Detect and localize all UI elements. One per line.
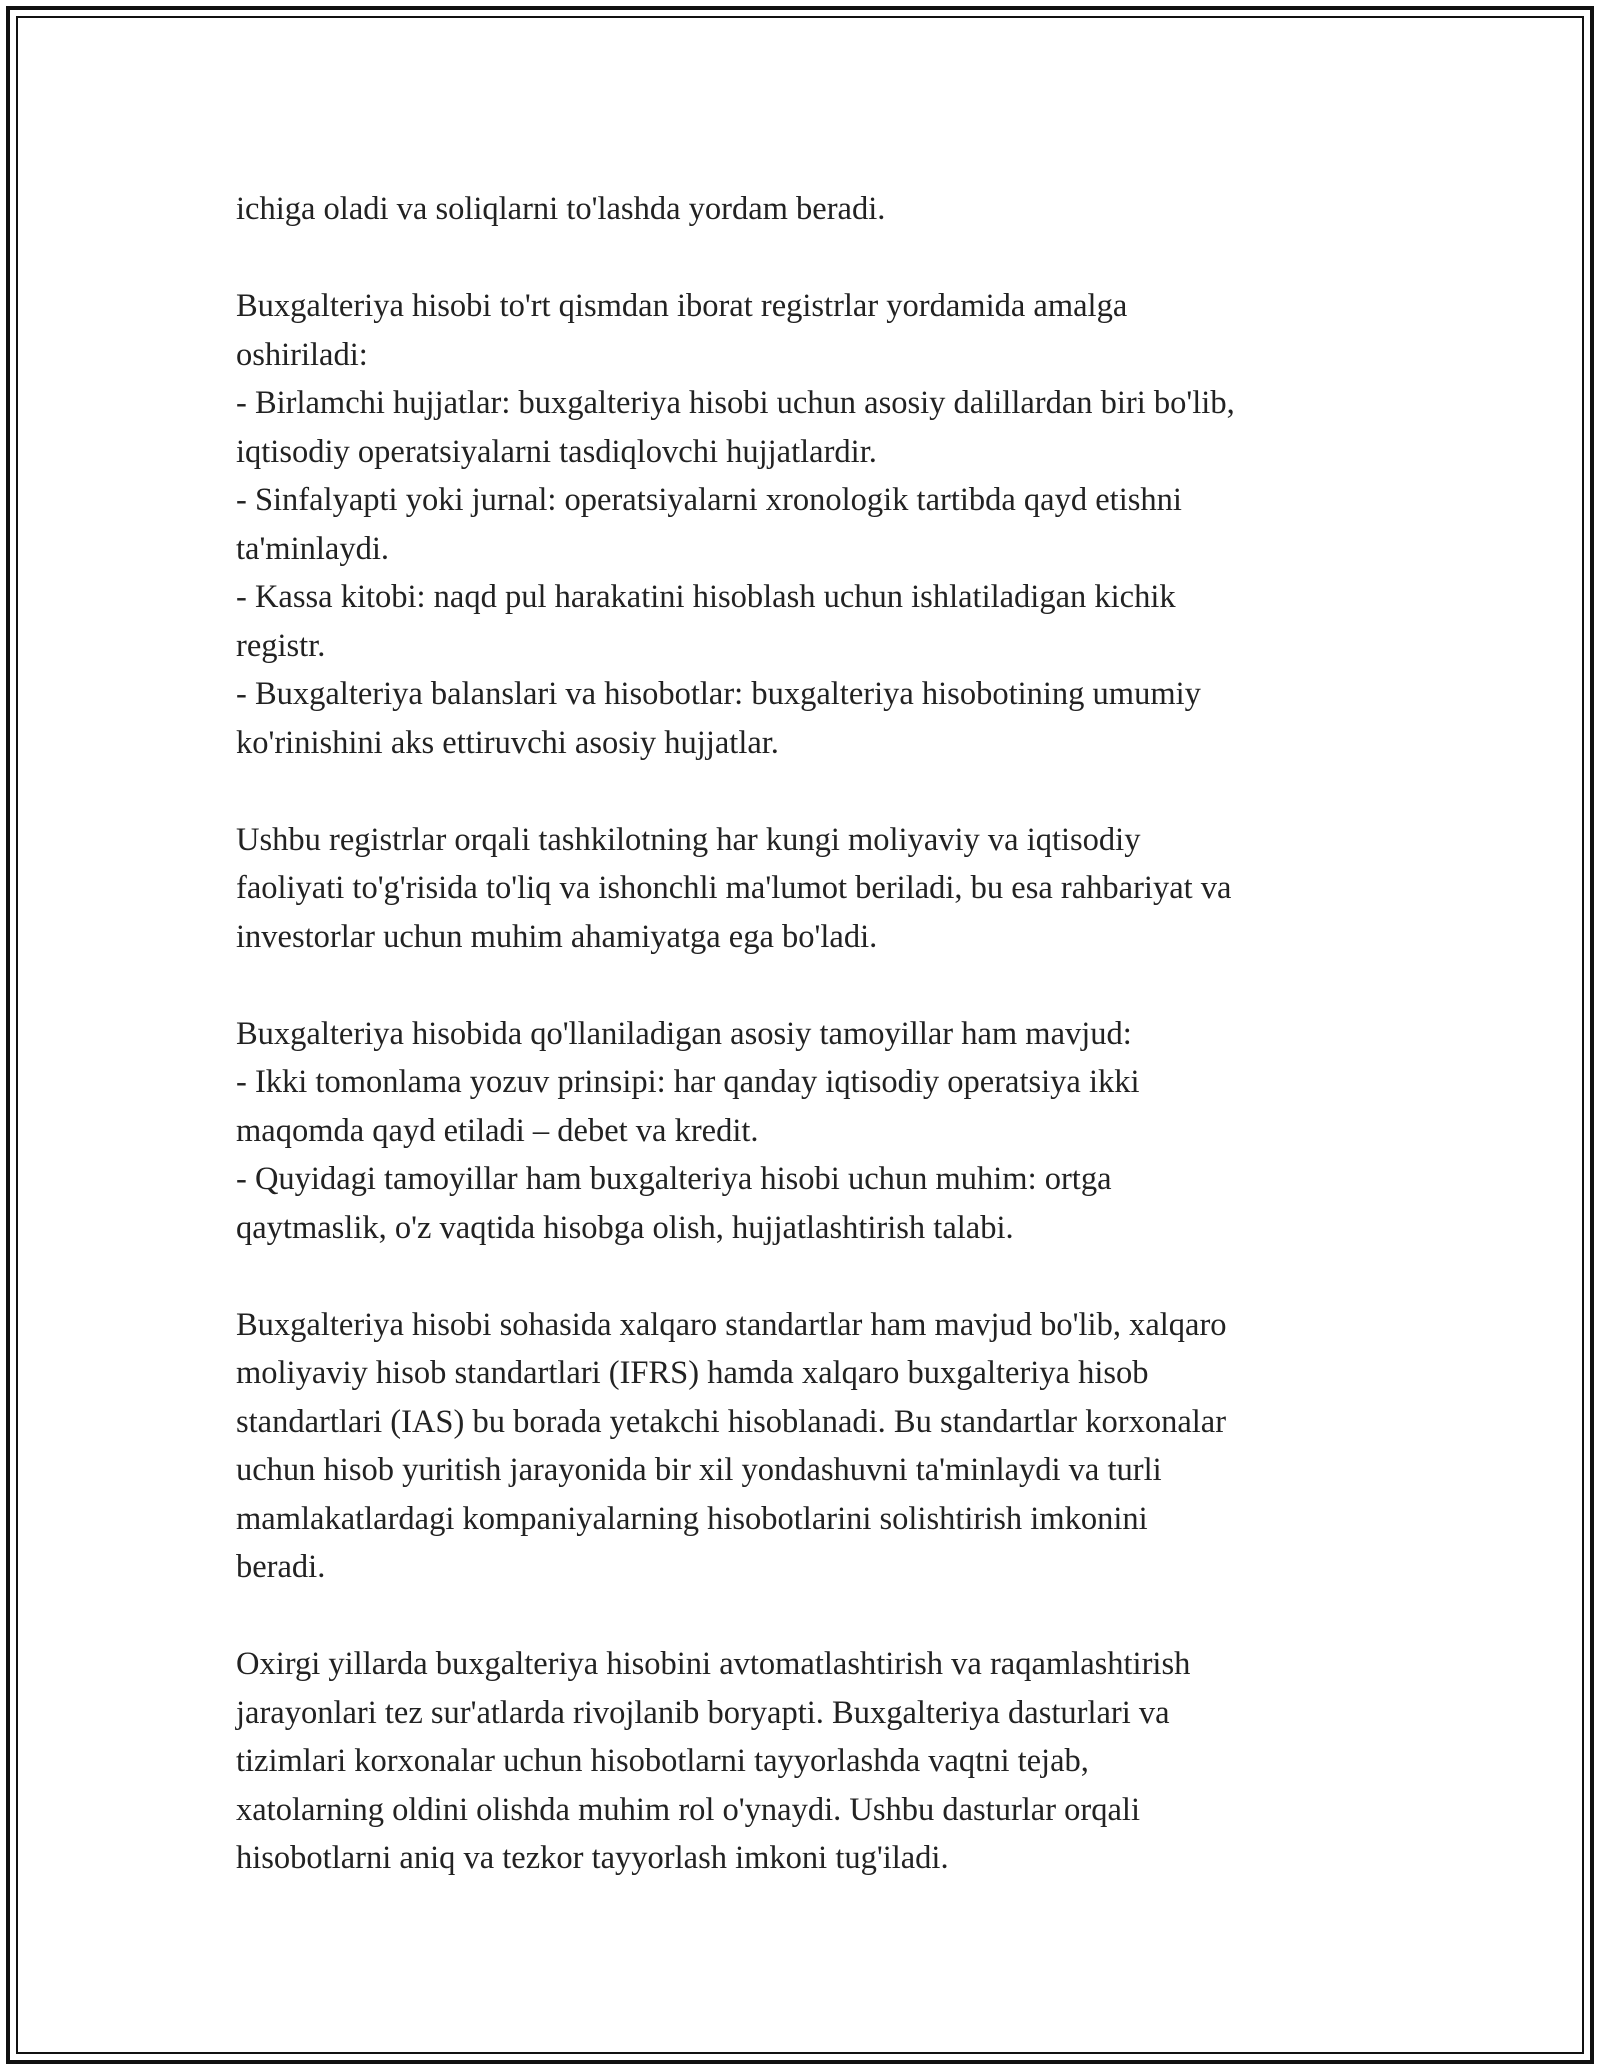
text-line: ko'rinishini aks ettiruvchi asosiy hujjatlar. <box>236 724 779 761</box>
text-line: tizimlari korxonalar uchun hisobotlarni tayyorlashda vaqtni tejab, <box>236 1743 1089 1779</box>
text-line: Buxgalteriya hisobida qo'llaniladigan asosiy tamoyillar ham mavjud: <box>236 1015 1132 1052</box>
text-line: hisobotlarni aniq va tezkor tayyorlash imkoni tug'iladi. <box>236 1840 949 1876</box>
text-line: investorlar uchun muhim ahamiyatga ega bo'ladi. <box>236 918 878 955</box>
text-line: Oxirgi yillarda buxgalteriya hisobini avtomatlashtirish va raqamlashtirish <box>236 1646 1191 1682</box>
text-line: - Kassa kitobi: naqd pul harakatini hisoblash uchun ishlatiladigan kichik <box>236 579 1176 615</box>
text-line: uchun hisob yuritish jarayonida bir xil yondashuvni ta'minlaydi va turli <box>236 1452 1162 1488</box>
text-line: faoliyati to'g'risida to'liq va ishonchli ma'lumot beriladi, bu esa rahbariyat va <box>236 870 1232 906</box>
text-line: - Sinfalyapti yoki jurnal: operatsiyalarni xronologik tartibda qayd etishni <box>236 482 1182 518</box>
text-line: Ushbu registrlar orqali tashkilotning har kungi moliyaviy va iqtisodiy <box>236 821 1141 858</box>
text-line: standartlari (IAS) bu borada yetakchi hisoblanadi. Bu standartlar korxonalar <box>236 1403 1227 1440</box>
text-line: ichiga oladi va soliqlarni to'lashda yordam beradi. <box>236 191 886 227</box>
text-line: mamlakatlardagi kompaniyalarning hisobotlarini solishtirish imkonini <box>236 1500 1148 1537</box>
text-line: xatolarning oldini olishda muhim rol o'ynaydi. Ushbu dasturlar orqali <box>236 1791 1140 1828</box>
text-line: - Ikki tomonlama yozuv prinsipi: har qanday iqtisodiy operatsiya ikki <box>236 1064 1140 1100</box>
text-line: jarayonlari tez sur'atlarda rivojlanib boryapti. Buxgalteriya dasturlari va <box>236 1694 1170 1731</box>
text-line: Buxgalteriya hisobi sohasida xalqaro standartlar ham mavjud bo'lib, xalqaro <box>236 1306 1227 1343</box>
text-line: ta'minlaydi. <box>236 530 389 567</box>
text-line: qaytmaslik, o'z vaqtida hisobga olish, hujjatlashtirish talabi. <box>236 1209 1014 1246</box>
text-line: iqtisodiy operatsiyalarni tasdiqlovchi hujjatlardir. <box>236 433 877 470</box>
text-line: oshiriladi: <box>236 336 368 373</box>
paragraph-registers <box>236 282 1386 767</box>
paragraph-continuation <box>236 185 1386 234</box>
paragraph-international-standards <box>236 1301 1386 1592</box>
text-line: Buxgalteriya hisobi to'rt qismdan iborat registrlar yordamida amalga <box>236 288 1128 324</box>
text-line: maqomda qayd etiladi – debet va kredit. <box>236 1112 759 1149</box>
paragraph-principles <box>236 1010 1386 1253</box>
text-line: - Quyidagi tamoyillar ham buxgalteriya hisobi uchun muhim: ortga <box>236 1161 1112 1197</box>
document-body <box>236 185 1386 1931</box>
text-line: moliyaviy hisob standartlari (IFRS) hamda xalqaro buxgalteriya hisob <box>236 1355 1149 1391</box>
text-line: - Buxgalteriya balanslari va hisobotlar: buxgalteriya hisobotining umumiy <box>236 676 1201 712</box>
text-line: beradi. <box>236 1549 326 1585</box>
paragraph-automation <box>236 1640 1386 1883</box>
text-line: registr. <box>236 627 326 664</box>
paragraph-register-purpose <box>236 816 1386 962</box>
text-line: - Birlamchi hujjatlar: buxgalteriya hisobi uchun asosiy dalillardan biri bo'lib, <box>236 385 1235 421</box>
